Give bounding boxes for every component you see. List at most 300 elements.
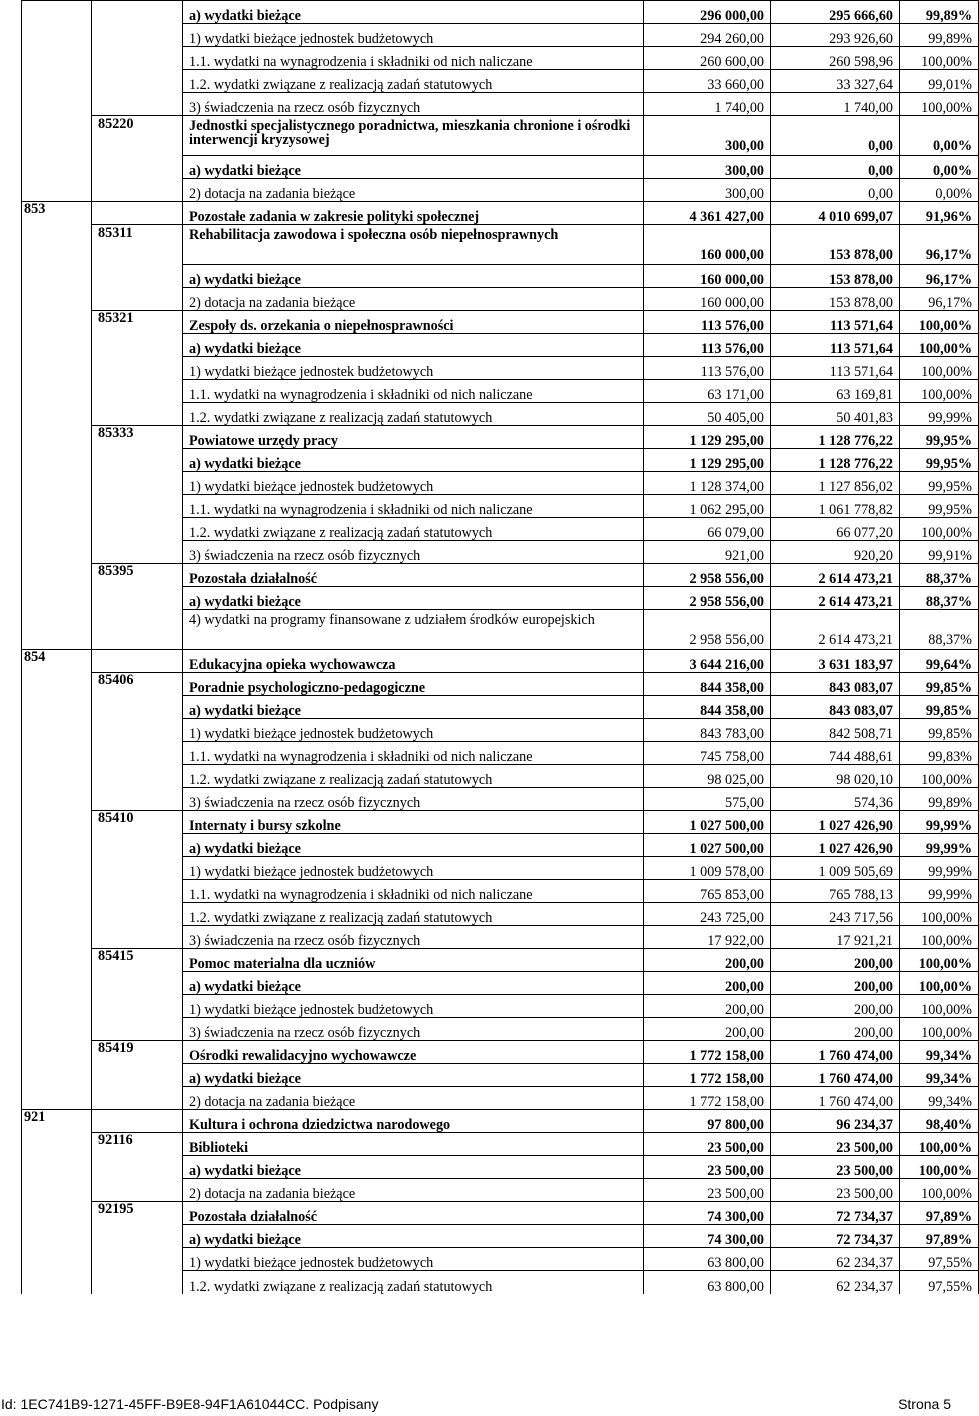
section-code [22, 518, 92, 541]
planned-amount: 33 660,00 [644, 70, 771, 93]
table-row [22, 1179, 979, 1202]
execution-percent: 97,55% [900, 1271, 979, 1294]
planned-amount: 1 062 295,00 [644, 495, 771, 518]
section-code [22, 972, 92, 995]
section-code [22, 47, 92, 70]
section-code [22, 403, 92, 426]
section-code [22, 70, 92, 93]
execution-percent: 99,01% [900, 70, 979, 93]
executed-amount: 843 083,07 [771, 673, 900, 696]
section-code [22, 610, 92, 650]
section-code [22, 564, 92, 587]
item-description: Pozostałe zadania w zakresie polityki społecznej [183, 202, 644, 225]
executed-amount: 23 500,00 [771, 1179, 900, 1202]
section-code: 854 [22, 650, 92, 673]
table-row [22, 380, 979, 403]
execution-percent: 100,00% [900, 1133, 979, 1156]
item-description: 1) wydatki bieżące jednostek budżetowych [183, 472, 644, 495]
executed-amount: 0,00 [771, 116, 900, 156]
table-row [22, 926, 979, 949]
table-row [22, 1041, 979, 1064]
planned-amount: 4 361 427,00 [644, 202, 771, 225]
planned-amount: 1 027 500,00 [644, 811, 771, 834]
chapter-code [92, 179, 183, 202]
table-row [22, 1, 979, 24]
chapter-code: 85406 [92, 673, 183, 696]
executed-amount: 293 926,60 [771, 24, 900, 47]
section-code [22, 949, 92, 972]
table-row [22, 811, 979, 834]
planned-amount: 200,00 [644, 995, 771, 1018]
executed-amount: 200,00 [771, 949, 900, 972]
item-description: 1.1. wydatki na wynagrodzenia i składniki od nich naliczane [183, 380, 644, 403]
chapter-code [92, 1110, 183, 1133]
table-row [22, 1271, 979, 1294]
chapter-code [92, 1271, 183, 1294]
item-description: a) wydatki bieżące [183, 334, 644, 357]
chapter-code [92, 265, 183, 288]
execution-percent: 88,37% [900, 610, 979, 650]
section-code [22, 334, 92, 357]
item-description: 1.2. wydatki związane z realizacją zadań statutowych [183, 403, 644, 426]
executed-amount: 72 734,37 [771, 1202, 900, 1225]
planned-amount: 1 772 158,00 [644, 1087, 771, 1110]
table-row [22, 202, 979, 225]
executed-amount: 1 027 426,90 [771, 834, 900, 857]
item-description: a) wydatki bieżące [183, 1064, 644, 1087]
item-description: 1.2. wydatki związane z realizacją zadań statutowych [183, 70, 644, 93]
item-description: a) wydatki bieżące [183, 449, 644, 472]
section-code [22, 742, 92, 765]
section-code: 921 [22, 1110, 92, 1133]
executed-amount: 920,20 [771, 541, 900, 564]
chapter-code [92, 357, 183, 380]
chapter-code: 85410 [92, 811, 183, 834]
table-row [22, 765, 979, 788]
table-row [22, 518, 979, 541]
section-code [22, 1248, 92, 1271]
executed-amount: 113 571,64 [771, 334, 900, 357]
executed-amount: 200,00 [771, 972, 900, 995]
document-id: Id: 1EC741B9-1271-45FF-B9E8-94F1A61044CC. Podpisany [1, 1396, 379, 1412]
chapter-code: 92195 [92, 1202, 183, 1225]
page-footer [0, 1396, 960, 1414]
planned-amount: 17 922,00 [644, 926, 771, 949]
table-row [22, 70, 979, 93]
execution-percent: 100,00% [900, 1179, 979, 1202]
table-row [22, 1018, 979, 1041]
execution-percent: 97,89% [900, 1225, 979, 1248]
executed-amount: 1 128 776,22 [771, 449, 900, 472]
executed-amount: 0,00 [771, 179, 900, 202]
table-row [22, 995, 979, 1018]
execution-percent: 99,95% [900, 495, 979, 518]
execution-percent: 88,37% [900, 564, 979, 587]
execution-percent: 100,00% [900, 93, 979, 116]
executed-amount: 66 077,20 [771, 518, 900, 541]
execution-percent: 99,34% [900, 1064, 979, 1087]
section-code [22, 495, 92, 518]
section-code [22, 426, 92, 449]
section-code [22, 541, 92, 564]
item-description: Biblioteki [183, 1133, 644, 1156]
section-code [22, 834, 92, 857]
planned-amount: 745 758,00 [644, 742, 771, 765]
chapter-code [92, 765, 183, 788]
section-code [22, 311, 92, 334]
planned-amount: 74 300,00 [644, 1202, 771, 1225]
item-description: Edukacyjna opieka wychowawcza [183, 650, 644, 673]
executed-amount: 260 598,96 [771, 47, 900, 70]
section-code [22, 857, 92, 880]
planned-amount: 23 500,00 [644, 1179, 771, 1202]
chapter-code [92, 202, 183, 225]
executed-amount: 0,00 [771, 156, 900, 179]
executed-amount: 1 027 426,90 [771, 811, 900, 834]
table-row [22, 403, 979, 426]
section-code [22, 93, 92, 116]
planned-amount: 200,00 [644, 1018, 771, 1041]
table-row [22, 1087, 979, 1110]
table-row [22, 696, 979, 719]
item-description: a) wydatki bieżące [183, 1225, 644, 1248]
section-code [22, 903, 92, 926]
section-code [22, 1179, 92, 1202]
section-code [22, 995, 92, 1018]
executed-amount: 1 061 778,82 [771, 495, 900, 518]
execution-percent: 99,99% [900, 880, 979, 903]
item-description: a) wydatki bieżące [183, 1, 644, 24]
budget-table [21, 0, 979, 1294]
executed-amount: 113 571,64 [771, 357, 900, 380]
chapter-code [92, 1248, 183, 1271]
execution-percent: 99,85% [900, 696, 979, 719]
section-code [22, 1225, 92, 1248]
execution-percent: 91,96% [900, 202, 979, 225]
planned-amount: 74 300,00 [644, 1225, 771, 1248]
executed-amount: 295 666,60 [771, 1, 900, 24]
chapter-code: 85415 [92, 949, 183, 972]
section-code [22, 1, 92, 24]
table-row [22, 564, 979, 587]
execution-percent: 99,85% [900, 719, 979, 742]
item-description: 4) wydatki na programy finansowane z udziałem środków europejskich [183, 610, 644, 650]
execution-percent: 99,99% [900, 811, 979, 834]
chapter-code [92, 47, 183, 70]
chapter-code [92, 719, 183, 742]
item-description: 1) wydatki bieżące jednostek budżetowych [183, 357, 644, 380]
chapter-code [92, 1156, 183, 1179]
section-code [22, 673, 92, 696]
table-row [22, 225, 979, 265]
planned-amount: 23 500,00 [644, 1133, 771, 1156]
item-description: 3) świadczenia na rzecz osób fizycznych [183, 788, 644, 811]
chapter-code [92, 403, 183, 426]
item-description: a) wydatki bieżące [183, 587, 644, 610]
chapter-code [92, 518, 183, 541]
section-code [22, 1064, 92, 1087]
budget-table-body [22, 1, 979, 1294]
planned-amount: 200,00 [644, 972, 771, 995]
executed-amount: 1 127 856,02 [771, 472, 900, 495]
chapter-code [92, 93, 183, 116]
planned-amount: 113 576,00 [644, 311, 771, 334]
section-code [22, 587, 92, 610]
table-row [22, 541, 979, 564]
table-row [22, 47, 979, 70]
execution-percent: 100,00% [900, 518, 979, 541]
table-row [22, 116, 979, 156]
execution-percent: 99,89% [900, 788, 979, 811]
item-description: 2) dotacja na zadania bieżące [183, 1087, 644, 1110]
execution-percent: 100,00% [900, 949, 979, 972]
planned-amount: 113 576,00 [644, 334, 771, 357]
table-row [22, 93, 979, 116]
item-description: 1.2. wydatki związane z realizacją zadań statutowych [183, 1271, 644, 1294]
execution-percent: 99,95% [900, 472, 979, 495]
table-row [22, 880, 979, 903]
chapter-code: 92116 [92, 1133, 183, 1156]
table-row [22, 949, 979, 972]
chapter-code [92, 857, 183, 880]
item-description: 1) wydatki bieżące jednostek budżetowych [183, 1248, 644, 1271]
item-description: 1.1. wydatki na wynagrodzenia i składniki od nich naliczane [183, 495, 644, 518]
planned-amount: 1 009 578,00 [644, 857, 771, 880]
planned-amount: 296 000,00 [644, 1, 771, 24]
execution-percent: 97,55% [900, 1248, 979, 1271]
planned-amount: 575,00 [644, 788, 771, 811]
planned-amount: 2 958 556,00 [644, 610, 771, 650]
planned-amount: 300,00 [644, 179, 771, 202]
page-number: Strona 5 [898, 1396, 951, 1412]
item-description: Internaty i bursy szkolne [183, 811, 644, 834]
chapter-code [92, 587, 183, 610]
chapter-code [92, 1018, 183, 1041]
planned-amount: 1 772 158,00 [644, 1064, 771, 1087]
item-description: 1) wydatki bieżące jednostek budżetowych [183, 857, 644, 880]
table-row [22, 288, 979, 311]
chapter-code [92, 1064, 183, 1087]
planned-amount: 844 358,00 [644, 696, 771, 719]
execution-percent: 99,99% [900, 857, 979, 880]
section-code [22, 811, 92, 834]
planned-amount: 300,00 [644, 116, 771, 156]
execution-percent: 0,00% [900, 156, 979, 179]
planned-amount: 113 576,00 [644, 357, 771, 380]
planned-amount: 63 800,00 [644, 1248, 771, 1271]
execution-percent: 99,95% [900, 426, 979, 449]
table-row [22, 788, 979, 811]
item-description: Kultura i ochrona dziedzictwa narodowego [183, 1110, 644, 1133]
planned-amount: 1 027 500,00 [644, 834, 771, 857]
execution-percent: 99,95% [900, 449, 979, 472]
section-code [22, 1133, 92, 1156]
chapter-code [92, 834, 183, 857]
chapter-code: 85321 [92, 311, 183, 334]
executed-amount: 1 760 474,00 [771, 1041, 900, 1064]
item-description: 1.1. wydatki na wynagrodzenia i składniki od nich naliczane [183, 880, 644, 903]
planned-amount: 98 025,00 [644, 765, 771, 788]
item-description: 1.2. wydatki związane z realizacją zadań statutowych [183, 765, 644, 788]
item-description: a) wydatki bieżące [183, 834, 644, 857]
chapter-code [92, 288, 183, 311]
chapter-code [92, 70, 183, 93]
section-code [22, 265, 92, 288]
table-row [22, 357, 979, 380]
executed-amount: 23 500,00 [771, 1133, 900, 1156]
executed-amount: 17 921,21 [771, 926, 900, 949]
chapter-code [92, 1, 183, 24]
table-row [22, 449, 979, 472]
execution-percent: 88,37% [900, 587, 979, 610]
execution-percent: 100,00% [900, 972, 979, 995]
planned-amount: 1 129 295,00 [644, 426, 771, 449]
execution-percent: 99,99% [900, 403, 979, 426]
execution-percent: 99,85% [900, 673, 979, 696]
chapter-code [92, 696, 183, 719]
executed-amount: 744 488,61 [771, 742, 900, 765]
table-row [22, 610, 979, 650]
section-code [22, 288, 92, 311]
executed-amount: 62 234,37 [771, 1271, 900, 1294]
executed-amount: 153 878,00 [771, 225, 900, 265]
planned-amount: 294 260,00 [644, 24, 771, 47]
executed-amount: 1 740,00 [771, 93, 900, 116]
chapter-code [92, 449, 183, 472]
chapter-code [92, 1225, 183, 1248]
executed-amount: 153 878,00 [771, 288, 900, 311]
section-code [22, 156, 92, 179]
executed-amount: 113 571,64 [771, 311, 900, 334]
executed-amount: 72 734,37 [771, 1225, 900, 1248]
item-description: a) wydatki bieżące [183, 1156, 644, 1179]
item-description: 1.2. wydatki związane z realizacją zadań statutowych [183, 903, 644, 926]
execution-percent: 99,91% [900, 541, 979, 564]
item-description: 3) świadczenia na rzecz osób fizycznych [183, 93, 644, 116]
planned-amount: 63 800,00 [644, 1271, 771, 1294]
table-row [22, 265, 979, 288]
item-description: 3) świadczenia na rzecz osób fizycznych [183, 926, 644, 949]
table-row [22, 334, 979, 357]
item-description: a) wydatki bieżące [183, 972, 644, 995]
chapter-code [92, 880, 183, 903]
chapter-code [92, 1087, 183, 1110]
executed-amount: 1 009 505,69 [771, 857, 900, 880]
chapter-code [92, 610, 183, 650]
execution-percent: 100,00% [900, 1018, 979, 1041]
planned-amount: 200,00 [644, 949, 771, 972]
executed-amount: 3 631 183,97 [771, 650, 900, 673]
section-code [22, 788, 92, 811]
execution-percent: 100,00% [900, 334, 979, 357]
table-row [22, 972, 979, 995]
item-description: 1.2. wydatki związane z realizacją zadań statutowych [183, 518, 644, 541]
executed-amount: 1 760 474,00 [771, 1087, 900, 1110]
execution-percent: 100,00% [900, 357, 979, 380]
chapter-code: 85395 [92, 564, 183, 587]
item-description: 2) dotacja na zadania bieżące [183, 179, 644, 202]
execution-percent: 100,00% [900, 311, 979, 334]
planned-amount: 97 800,00 [644, 1110, 771, 1133]
planned-amount: 1 772 158,00 [644, 1041, 771, 1064]
chapter-code [92, 156, 183, 179]
planned-amount: 300,00 [644, 156, 771, 179]
item-description: 1) wydatki bieżące jednostek budżetowych [183, 719, 644, 742]
planned-amount: 160 000,00 [644, 225, 771, 265]
chapter-code [92, 788, 183, 811]
table-row [22, 650, 979, 673]
chapter-code: 85419 [92, 1041, 183, 1064]
table-row [22, 1110, 979, 1133]
planned-amount: 844 358,00 [644, 673, 771, 696]
item-description: Pozostała działalność [183, 1202, 644, 1225]
item-description: 3) świadczenia na rzecz osób fizycznych [183, 1018, 644, 1041]
section-code [22, 472, 92, 495]
planned-amount: 260 600,00 [644, 47, 771, 70]
executed-amount: 243 717,56 [771, 903, 900, 926]
section-code [22, 765, 92, 788]
execution-percent: 96,17% [900, 265, 979, 288]
item-description: Jednostki specjalistycznego poradnictwa, mieszkania chronione i ośrodki interwencji kryzysowej [183, 116, 644, 156]
section-code [22, 926, 92, 949]
section-code [22, 1018, 92, 1041]
executed-amount: 765 788,13 [771, 880, 900, 903]
execution-percent: 96,17% [900, 288, 979, 311]
item-description: Pozostała działalność [183, 564, 644, 587]
table-row [22, 1133, 979, 1156]
execution-percent: 100,00% [900, 1156, 979, 1179]
executed-amount: 2 614 473,21 [771, 610, 900, 650]
item-description: 2) dotacja na zadania bieżące [183, 1179, 644, 1202]
table-row [22, 24, 979, 47]
item-description: Pomoc materialna dla uczniów [183, 949, 644, 972]
chapter-code [92, 495, 183, 518]
execution-percent: 100,00% [900, 995, 979, 1018]
table-row [22, 472, 979, 495]
execution-percent: 0,00% [900, 179, 979, 202]
section-code [22, 1156, 92, 1179]
executed-amount: 62 234,37 [771, 1248, 900, 1271]
executed-amount: 63 169,81 [771, 380, 900, 403]
table-row [22, 1248, 979, 1271]
chapter-code [92, 650, 183, 673]
chapter-code [92, 742, 183, 765]
section-code [22, 719, 92, 742]
planned-amount: 1 129 295,00 [644, 449, 771, 472]
table-row [22, 903, 979, 926]
item-description: a) wydatki bieżące [183, 156, 644, 179]
chapter-code [92, 472, 183, 495]
execution-percent: 97,89% [900, 1202, 979, 1225]
section-code [22, 179, 92, 202]
planned-amount: 50 405,00 [644, 403, 771, 426]
table-row [22, 742, 979, 765]
execution-percent: 99,64% [900, 650, 979, 673]
execution-percent: 100,00% [900, 903, 979, 926]
execution-percent: 96,17% [900, 225, 979, 265]
execution-percent: 99,34% [900, 1041, 979, 1064]
chapter-code [92, 972, 183, 995]
item-description: a) wydatki bieżące [183, 265, 644, 288]
planned-amount: 2 958 556,00 [644, 587, 771, 610]
executed-amount: 842 508,71 [771, 719, 900, 742]
item-description: Zespoły ds. orzekania o niepełnosprawności [183, 311, 644, 334]
executed-amount: 843 083,07 [771, 696, 900, 719]
section-code [22, 116, 92, 156]
executed-amount: 98 020,10 [771, 765, 900, 788]
table-row [22, 1064, 979, 1087]
item-description: 1.1. wydatki na wynagrodzenia i składniki od nich naliczane [183, 742, 644, 765]
